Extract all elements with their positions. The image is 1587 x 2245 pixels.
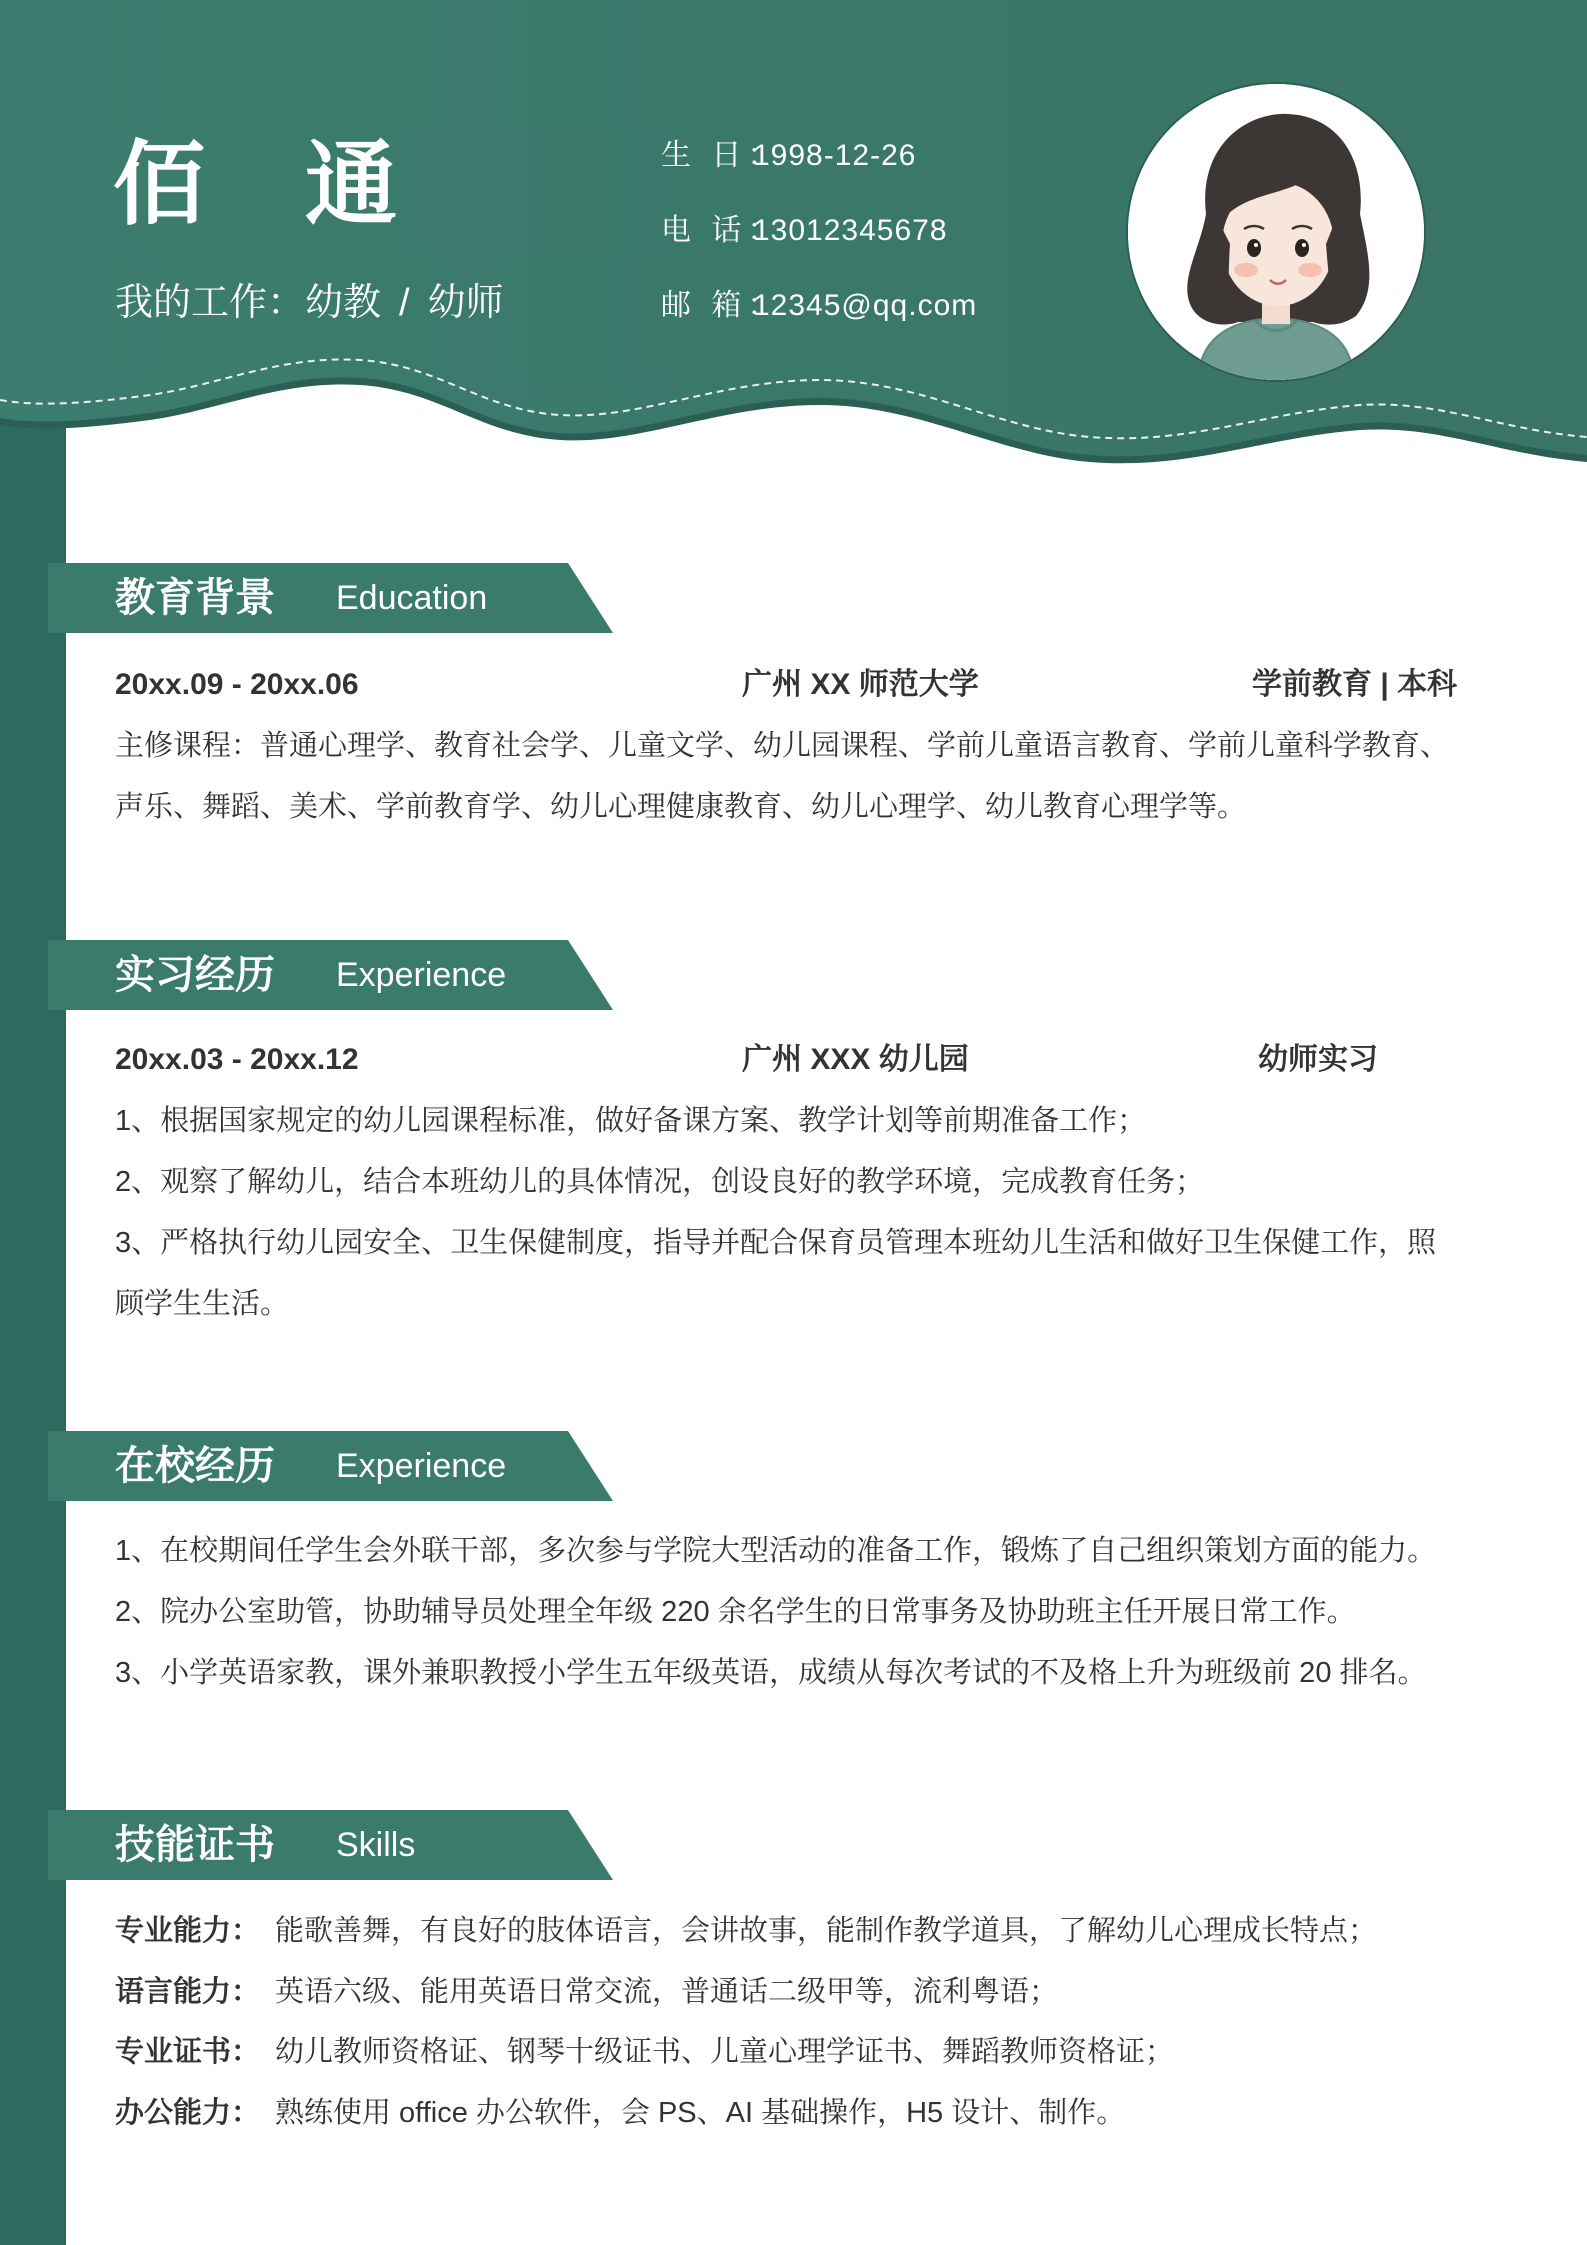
- education-school: 广州 XX 师范大学: [742, 668, 979, 701]
- skill-value: 熟练使用 office 办公软件，会 PS、AI 基础操作，H5 设计、制作。: [275, 2097, 1126, 2129]
- avatar-illustration: [1128, 84, 1424, 380]
- section-subtitle: Education: [336, 579, 488, 617]
- birthday-label: 生 日：: [661, 139, 784, 172]
- education-line: 主修课程：普通心理学、教育社会学、儿童文学、幼儿园课程、学前儿童语言教育、学前儿童科学教育、: [115, 730, 1450, 762]
- job-line: [115, 275, 504, 331]
- internship-line: 3、严格执行幼儿园安全、卫生保健制度，指导并配合保育员管理本班幼儿生活和做好卫生保健工作，照: [115, 1227, 1437, 1259]
- section-subtitle: Skills: [336, 1826, 416, 1864]
- email-row: [661, 286, 977, 326]
- email-value: 12345@qq.com: [753, 289, 978, 322]
- job-secondary: 幼师: [427, 282, 504, 324]
- skill-label: 专业能力：: [115, 1915, 261, 1947]
- section-skills-header: [48, 1810, 613, 1880]
- education-line: 声乐、舞蹈、美术、学前教育学、幼儿心理健康教育、幼儿心理学、幼儿教育心理学等。: [115, 791, 1247, 823]
- candidate-name: 佰通: [113, 134, 498, 236]
- section-subtitle: Experience: [336, 956, 507, 994]
- birthday-value: 1998-12-26: [753, 139, 917, 172]
- section-title: 技能证书: [115, 1823, 275, 1867]
- internship-line: 2、观察了解幼儿，结合本班幼儿的具体情况，创设良好的教学环境，完成教育任务；: [115, 1166, 1205, 1198]
- birthday-row: [661, 136, 916, 176]
- skill-label: 办公能力：: [115, 2097, 261, 2129]
- phone-row: [661, 211, 948, 251]
- job-primary: 幼教: [305, 282, 382, 324]
- phone-label: 电 话：: [661, 214, 784, 247]
- header-banner: [0, 0, 1587, 470]
- section-internship-header: [48, 940, 613, 1010]
- skill-label: 语言能力：: [115, 1976, 261, 2008]
- job-separator: /: [399, 282, 410, 324]
- education-major: 学前教育 | 本科: [1252, 668, 1458, 701]
- internship-period: 20xx.03 - 20xx.12: [115, 1043, 359, 1076]
- section-title: 在校经历: [115, 1444, 275, 1488]
- internship-line: 1、根据国家规定的幼儿园课程标准，做好备课方案、教学计划等前期准备工作；: [115, 1105, 1147, 1137]
- campus-line: 3、小学英语家教，课外兼职教授小学生五年级英语，成绩从每次考试的不及格上升为班级前 20 排名。: [115, 1657, 1427, 1689]
- section-campus-header: [48, 1431, 613, 1501]
- skill-value: 幼儿教师资格证、钢琴十级证书、儿童心理学证书、舞蹈教师资格证；: [275, 2036, 1175, 2068]
- job-label: 我的工作：: [115, 282, 306, 324]
- internship-role: 幼师实习: [1258, 1043, 1378, 1076]
- internship-line: 顾学生生活。: [115, 1288, 290, 1320]
- skill-value: 能歌善舞，有良好的肢体语言，会讲故事，能制作教学道具，了解幼儿心理成长特点；: [275, 1915, 1378, 1947]
- left-accent-bar: [0, 420, 66, 2245]
- phone-value: 13012345678: [753, 214, 948, 247]
- section-title: 实习经历: [115, 953, 275, 997]
- section-subtitle: Experience: [336, 1447, 507, 1485]
- section-title: 教育背景: [115, 576, 275, 620]
- skill-value: 英语六级、能用英语日常交流，普通话二级甲等，流利粤语；: [275, 1976, 1059, 2008]
- section-education-header: [48, 563, 613, 633]
- email-label: 邮 箱：: [661, 289, 784, 322]
- campus-line: 1、在校期间任学生会外联干部，多次参与学院大型活动的准备工作，锻炼了自己组织策划方面的能力。: [115, 1535, 1437, 1567]
- internship-org: 广州 XXX 幼儿园: [742, 1043, 969, 1076]
- skill-label: 专业证书：: [115, 2036, 261, 2068]
- education-period: 20xx.09 - 20xx.06: [115, 668, 359, 701]
- campus-line: 2、院办公室助管，协助辅导员处理全年级 220 余名学生的日常事务及协助班主任开展日常工作。: [115, 1596, 1356, 1628]
- avatar: [1128, 84, 1424, 380]
